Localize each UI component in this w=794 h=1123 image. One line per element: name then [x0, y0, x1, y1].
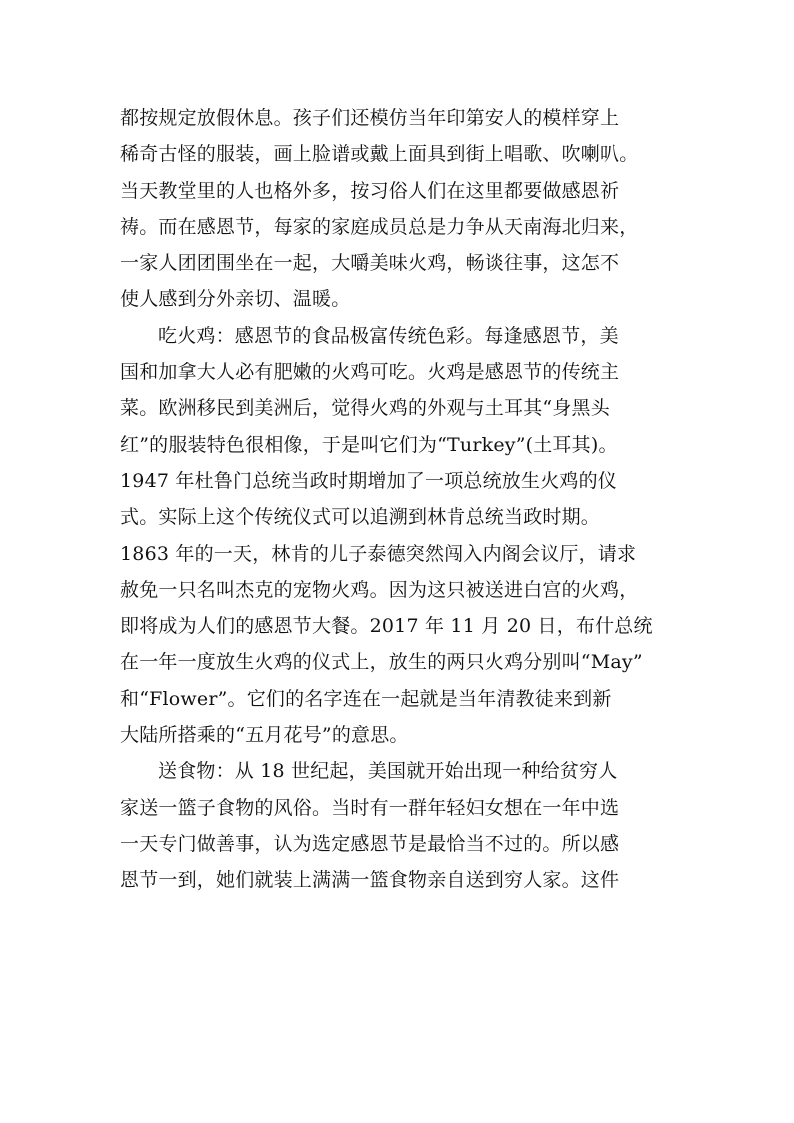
text-line: 菜。欧洲移民到美洲后，觉得火鸡的外观与土耳其“身黑头 [120, 397, 610, 420]
paragraph-start-line: 送食物：从 18 世纪起，美国就开始出现一种给贫穷人 [158, 760, 618, 783]
text-line: 即将成为人们的感恩节大餐。2017 年 11 月 20 日，布什总统 [120, 615, 653, 638]
text-line: 1863 年的一天，林肯的儿子泰德突然闯入内阁会议厅，请求 [120, 542, 637, 565]
text-line: 稀奇古怪的服装，画上脸谱或戴上面具到街上唱歌、吹喇叭。 [120, 143, 639, 166]
text-line: 祷。而在感恩节，每家的家庭成员总是力争从天南海北归来， [120, 215, 639, 238]
text-line: 一天专门做善事，认为选定感恩节是最恰当不过的。所以感 [120, 832, 620, 855]
text-line: 赦免一只名叫杰克的宠物火鸡。因为这只被送进白宫的火鸡， [120, 578, 639, 601]
text-line: 恩节一到，她们就装上满满一篮食物亲自送到穷人家。这件 [120, 869, 620, 892]
text-line: 大陆所搭乘的“五月花号”的意思。 [120, 724, 409, 747]
text-line: 1947 年杜鲁门总统当政时期增加了一项总统放生火鸡的仪 [120, 469, 617, 492]
text-line: 一家人团团围坐在一起，大嚼美味火鸡，畅谈往事，这怎不 [120, 252, 620, 275]
text-line: 都按规定放假休息。孩子们还模仿当年印第安人的模样穿上 [120, 107, 620, 129]
text-line: 国和加拿大人必有肥嫩的火鸡可吃。火鸡是感恩节的传统主 [120, 361, 620, 384]
paragraph-start-line: 吃火鸡：感恩节的食品极富传统色彩。每逢感恩节，美 [158, 324, 619, 347]
text-line: 和“Flower”。它们的名字连在一起就是当年清教徒来到新 [120, 687, 612, 710]
text-line: 式。实际上这个传统仪式可以追溯到林肯总统当政时期。 [120, 506, 601, 529]
text-line: 家送一篮子食物的风俗。当时有一群年轻妇女想在一年中选 [120, 796, 620, 819]
text-line: 红”的服装特色很相像，于是叫它们为“Turkey”(土耳其)。 [120, 433, 618, 456]
text-line: 在一年一度放生火鸡的仪式上，放生的两只火鸡分别叫“May” [120, 651, 643, 674]
text-line: 使人感到分外亲切、温暖。 [120, 288, 351, 311]
body-text [120, 100, 680, 899]
text-line: 当天教堂里的人也格外多，按习俗人们在这里都要做感恩祈 [120, 179, 620, 202]
